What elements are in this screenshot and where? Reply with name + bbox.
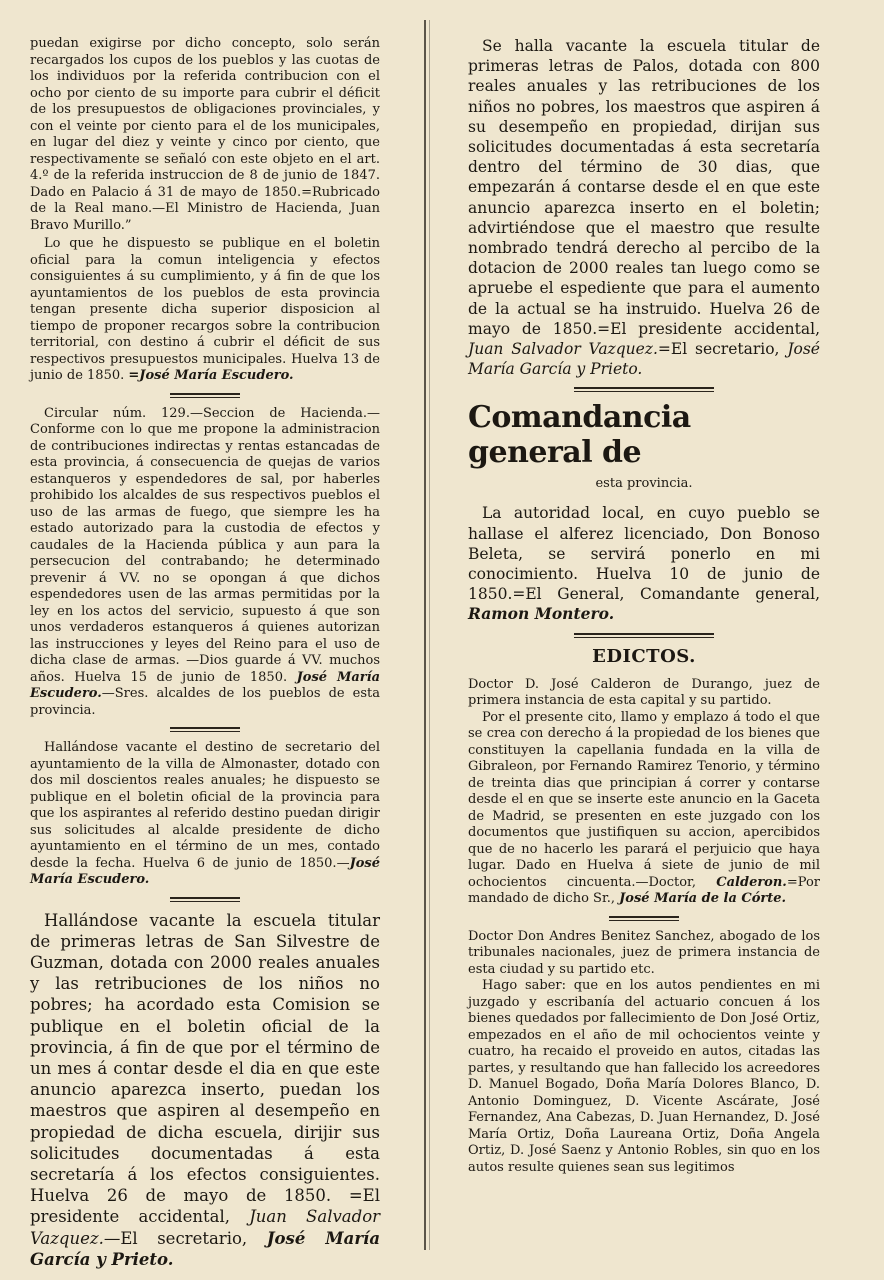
edicto-calderon-header: Doctor D. José Calderon de Durango, juez de primera instancia de esta capital y su partido. [468, 676, 820, 709]
edicto-benitez: Hago saber: que en los autos pendientes en mi juzgado y escribanía del actuario concuen á los bienes quedados por fallecimiento de Don José Ortiz, empezados en el año de mil ochocientos veinte y cuatro, ha recaido el proveido en autos, citadas las partes, y resultando que han fallecido los acreedores D. Manuel Bogado, Doña María Dolores Blanco, D. Antonio Dominguez, D. Vicente Ascárate, José Fernandez, Ana Cabezas, D. Juan Hernandez, D. José María Ortiz, Doña Laureana Ortiz, Doña Angela Ortiz, D. José Saenz y Antonio Robles, sin quo en los autos resulte quienes sean sus legitimos [468, 978, 820, 1175]
separator [574, 633, 714, 638]
signature: José María Escudero. [30, 855, 380, 887]
column-divider-thin [429, 20, 430, 1250]
notice-san-silvestre: Hallándose vacante la escuela titular de primeras letras de San Silvestre de Guzman, dotada con 2000 reales anuales y las retribuciones de los niños no pobres; ha acordado esta Comision se publique en el boletin oficial de la provincia, á fin de que por el término de un mes á contar desde el dia en que este anuncio aparezca inserto, puedan los maestros que aspiren al desempeño en propiedad de dicha escuela, dirijir sus solicitudes documentadas á esta secretaría á los efectos consiguientes. Huelva 26 de mayo de 1850. =El presidente accidental, Juan Salvador Vazquez.—El secretario, José María García y Prieto. [30, 910, 381, 1269]
separator [170, 897, 240, 902]
notice-almonaster: Hallándose vacante el destino de secretario del ayuntamiento de la villa de Almonaster, dotado con dos mil doscientos reales anuales; he dispuesto se publique en el boletin oficial de la provincia para que los aspirantes al referido destino puedan dirigir sus solicitudes al alcalde presidente de dicho ayuntamiento en el término de un mes, contado desde la fecha. Huelva 6 de junio de 1850.—José María Escudero. [30, 740, 380, 887]
separator [609, 916, 679, 921]
signature: Ramon Montero. [468, 604, 615, 624]
signature: =José María Escudero. [128, 368, 294, 383]
signature: José María de la Córte. [619, 891, 787, 907]
section-subheading: esta provincia. [595, 476, 693, 492]
signature: José María Escudero. [30, 669, 380, 701]
column-divider [424, 20, 426, 1250]
separator [170, 727, 240, 732]
signature: Calderon. [716, 874, 787, 890]
separator [170, 393, 240, 398]
separator [574, 387, 714, 392]
notice-comandancia: La autoridad local, en cuyo pueblo se hallase el alferez licenciado, Don Bonoso Beleta, se servirá ponerlo en mi conocimiento. Huelva 10 de junio de 1850.=El General, Comandante general, Ramon Montero. [468, 504, 820, 624]
left-column [30, 36, 380, 1270]
edictos-heading: EDICTOS. [592, 645, 696, 667]
right-column [468, 36, 820, 1176]
decree-end: puedan exigirse por dicho concepto, solo serán recargados los cupos de los pueblos y las cuotas de los individuos por la referida contribucion con el ocho por ciento de su importe para cubrir el déficit de los presupuestos de obligaciones provinciales, y con el veinte por ciento para el de los municipales, en lugar del diez y veinte y cinco por ciento, que respectivamente se señaló con este objeto en el art. 4.º de la referida instruccion de 8 de junio de 1847. Dado en Palacio á 31 de mayo de 1850.=Rubricado de la Real mano.—El Ministro de Hacienda, Juan Bravo Murillo.” [30, 36, 380, 233]
edicto-benitez-header: Doctor Don Andres Benitez Sanchez, abogado de los tribunales nacionales, juez de primera instancia de esta ciudad y su partido etc. [468, 928, 820, 977]
section-heading: Comandancia general de [468, 400, 691, 471]
notice-palos: Se halla vacante la escuela titular de primeras letras de Palos, dotada con 800 reales anuales y las retribuciones de los niños no pobres, los maestros que aspiren á su desempeño en propiedad, dirijan sus solicitudes documentadas á esta secretaría dentro del término de 30 dias, que empezarán á contarse desde el en que este anuncio aparezca inserto en el boletin; advirtiéndose que el maestro que resulte nombrado tendrá derecho al percibo de la dotacion de 2000 reales tan luego como se apruebe el espediente que para el aumento de la actual se ha instruido. Huelva 26 de mayo de 1850.=El presidente accidental, Juan Salvador Vazquez.=El secretario, José María García y Prieto. [468, 37, 820, 379]
edicto-calderon: Por el presente cito, llamo y emplazo á todo el que se crea con derecho á la propiedad de los bienes que constituyen la capellania fundada en la villa de Gibraleon, por Fernando Ramirez Tenorio, y término de treinta dias que principian á correr y contarse desde el en que se inserte este anuncio en la Gaceta de Madrid, se presenten en este juzgado con los documentos que justifiquen su accion, apercibidos que de no hacerlo les parará el perjuicio que haya lugar. Dado en Huelva á siete de junio de mil ochocientos cincuenta.—Doctor, Calderon.=Por mandado de dicho Sr., José María de la Córte. [468, 709, 820, 907]
secretary-name: José María García y Prieto. [468, 340, 820, 379]
president-name: Juan Salvador Vazquez. [468, 340, 658, 359]
president-name: Juan Salvador Vazquez. [30, 1207, 381, 1248]
circular-129: Circular núm. 129.—Seccion de Hacienda.—Conforme con lo que me propone la administracion de contribuciones indirectas y rentas estancadas de esta provincia, á consecuencia de quejas de varios estanqueros y espendedores de sal, por haberles prohibido los alcaldes de sus respectivos pueblos el uso de las armas de fuego, que siempre les ha estado autorizado para la custodia de efectos y caudales de la Hacienda pública y aun para la persecucion del contrabando; he determinado prevenir á VV. no se opongan á que dichos espendedores usen de las armas permitidas por la ley en los actos del servicio, supuesto á que son unos verdaderos estanqueros á quienes autorizan las instrucciones y leyes del Reino para el uso de dicha clase de armas. —Dios guarde á VV. muchos años. Huelva 15 de junio de 1850. José María Escudero.—Sres. alcaldes de los pueblos de esta provincia. [30, 405, 380, 718]
secretary-name: José María García y Prieto. [30, 1228, 381, 1269]
notice-recargos: Lo que he dispuesto se publique en el boletin oficial para la comun inteligencia y efectos consiguientes á su cumplimiento, y á fin de que los ayuntamientos de los pueblos de esta provincia tengan presente dicha superior disposicion al tiempo de proponer recargos sobre la contribucion territorial, con destino á cubrir el déficit de sus respectivos presupuestos municipales. Huelva 13 de junio de 1850. =José María Escudero. [30, 236, 380, 383]
